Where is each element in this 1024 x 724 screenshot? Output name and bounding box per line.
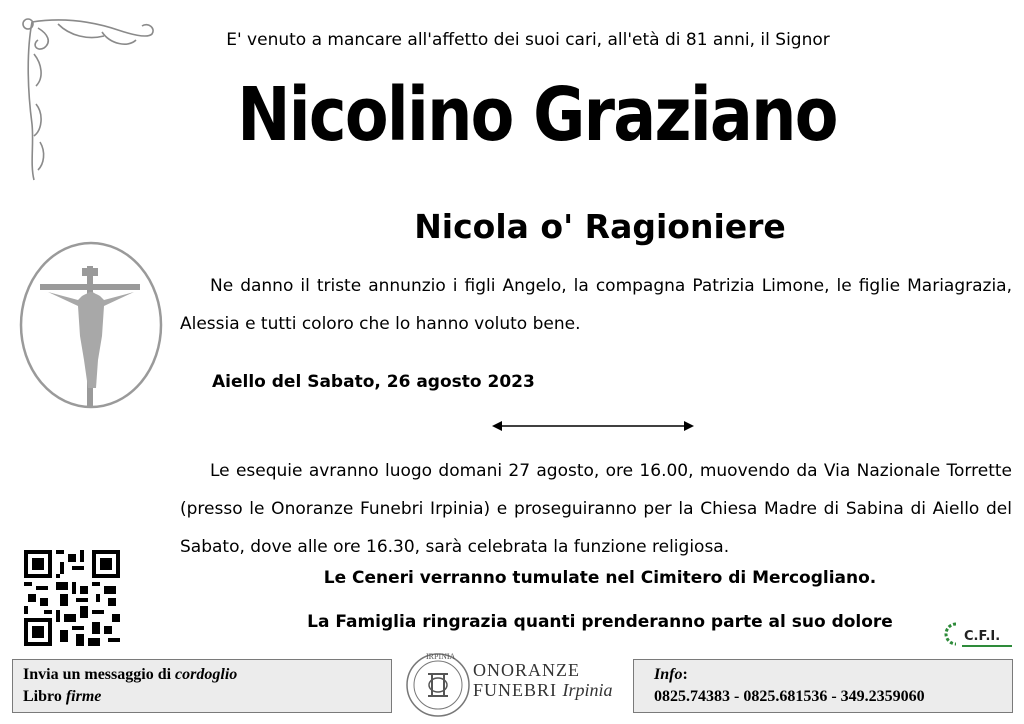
- logo-line2b: Irpinia: [562, 680, 613, 700]
- announcement-text: Ne danno il triste annunzio i figli Angelo, la compagna Patrizia Limone, le figlie Mariagrazia, Alessia e tutti coloro che lo hanno voluto bene.: [180, 276, 1012, 334]
- ashes-note: Le Ceneri verranno tumulate nel Cimitero di Mercogliano.: [323, 568, 877, 588]
- cfi-logo-icon: [942, 618, 1014, 652]
- book-prefix: Libro: [23, 688, 66, 705]
- info-label: Info: [654, 666, 683, 683]
- condolence-box[interactable]: [12, 659, 392, 713]
- book-word: firme: [65, 688, 102, 705]
- thanks-note: La Famiglia ringrazia quanti prenderanno parte al suo dolore: [307, 612, 893, 632]
- logo-line2: [473, 680, 613, 700]
- condolence-line[interactable]: [23, 664, 381, 686]
- intro-text: E' venuto a mancare all'affetto dei suoi cari, all'età di 81 anni, il Signor: [226, 30, 830, 50]
- double-arrow-icon: [492, 419, 694, 433]
- phone-numbers[interactable]: 0825.74383 - 0825.681536 - 349.2359060: [654, 688, 925, 705]
- crucifix-icon: [18, 240, 164, 410]
- contacts-box: Info: 0825.74383 - 0825.681536 - 349.2359060: [633, 659, 1013, 713]
- funeral-paragraph: [180, 452, 1012, 566]
- cfi-text: C.F.I.: [964, 629, 1001, 644]
- place-date: Aiello del Sabato, 26 agosto 2023: [212, 372, 535, 392]
- logo-line1: ONORANZE: [473, 660, 580, 680]
- ornament-icon: [18, 14, 158, 186]
- announcement-paragraph: [180, 267, 1012, 343]
- funeral-text: Le esequie avranno luogo domani 27 agosto, ore 16.00, muovendo da Via Nazionale Torrette (presso le Onoranze Funebri Irpinia) e proseguiranno per la Chiesa Madre di Sabina di Aiello del Sabato, dove alle ore 16.30, sarà celebrata la funzione religiosa.: [180, 461, 1012, 557]
- guestbook-line[interactable]: [23, 686, 381, 708]
- logo-line2a: FUNEBRI: [473, 680, 563, 700]
- logo-arc-text: IRPINIA: [426, 652, 456, 661]
- deceased-name: Nicolino Graziano: [237, 72, 837, 158]
- condolence-word: cordoglio: [175, 666, 238, 683]
- nickname: Nicola o' Ragioniere: [414, 207, 786, 246]
- condolence-prefix: Invia un messaggio di: [23, 666, 176, 683]
- qr-code-icon[interactable]: [24, 550, 120, 646]
- logo-text: [473, 660, 613, 700]
